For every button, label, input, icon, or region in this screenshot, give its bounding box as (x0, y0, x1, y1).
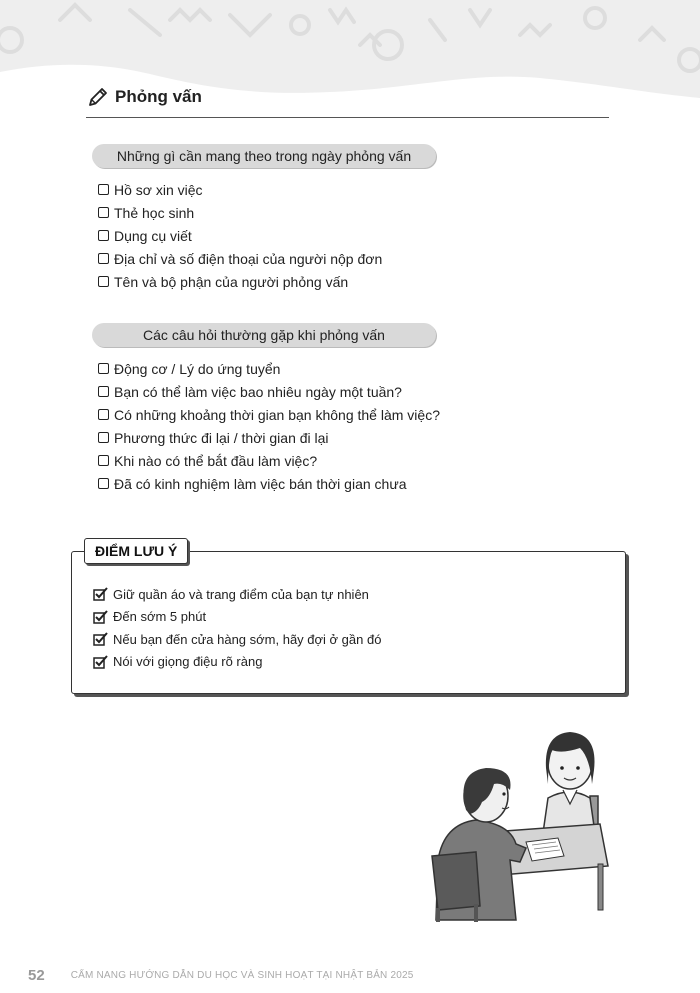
checked-box-icon (93, 587, 109, 601)
list-item: Khi nào có thể bắt đầu làm việc? (98, 449, 440, 472)
checkbox-icon (98, 409, 109, 420)
notes-heading: ĐIỂM LƯU Ý (84, 538, 188, 564)
questions-heading: Các câu hỏi thường gặp khi phỏng vấn (92, 323, 436, 347)
list-item: Nói với giọng điệu rõ ràng (93, 651, 381, 674)
list-item: Địa chỉ và số điện thoại của người nộp đơn (98, 247, 382, 270)
bring-heading: Những gì cần mang theo trong ngày phỏng vấn (92, 144, 436, 168)
checkbox-icon (98, 386, 109, 397)
list-item: Tên và bộ phận của người phỏng vấn (98, 270, 382, 293)
checked-box-icon (93, 610, 109, 624)
list-item: Có những khoảng thời gian bạn không thể làm việc? (98, 403, 440, 426)
list-item: Hồ sơ xin việc (98, 178, 382, 201)
list-item: Thẻ học sinh (98, 201, 382, 224)
checkbox-icon (98, 207, 109, 218)
bring-list (98, 178, 382, 293)
checkbox-icon (98, 253, 109, 264)
checkbox-icon (98, 478, 109, 489)
checkbox-icon (98, 455, 109, 466)
list-item: Nếu bạn đến cửa hàng sớm, hãy đợi ở gần đó (93, 628, 381, 651)
pencil-icon (87, 86, 109, 108)
list-item: Dụng cụ viết (98, 224, 382, 247)
checked-box-icon (93, 632, 109, 646)
list-item: Đã có kinh nghiệm làm việc bán thời gian chưa (98, 472, 440, 495)
checkbox-icon (98, 184, 109, 195)
footer-title: CẨM NANG HƯỚNG DẪN DU HỌC VÀ SINH HOẠT TẠI NHẬT BẢN 2025 (70, 970, 414, 981)
page-footer (28, 967, 414, 984)
page-title: Phỏng vấn (115, 87, 202, 106)
section-header (87, 86, 202, 108)
header-wave-background (0, 0, 700, 130)
interview-illustration (430, 728, 610, 924)
checkbox-icon (98, 432, 109, 443)
notes-list (93, 583, 381, 673)
checkbox-icon (98, 230, 109, 241)
questions-list (98, 357, 440, 495)
page-number: 52 (28, 967, 45, 984)
title-divider (86, 117, 609, 118)
checkbox-icon (98, 363, 109, 374)
list-item: Phương thức đi lại / thời gian đi lại (98, 426, 440, 449)
list-item: Giữ quần áo và trang điểm của bạn tự nhiên (93, 583, 381, 606)
checkbox-icon (98, 276, 109, 287)
list-item: Đến sớm 5 phút (93, 606, 381, 629)
list-item: Bạn có thể làm việc bao nhiêu ngày một tuần? (98, 380, 440, 403)
list-item: Động cơ / Lý do ứng tuyển (98, 357, 440, 380)
checked-box-icon (93, 655, 109, 669)
